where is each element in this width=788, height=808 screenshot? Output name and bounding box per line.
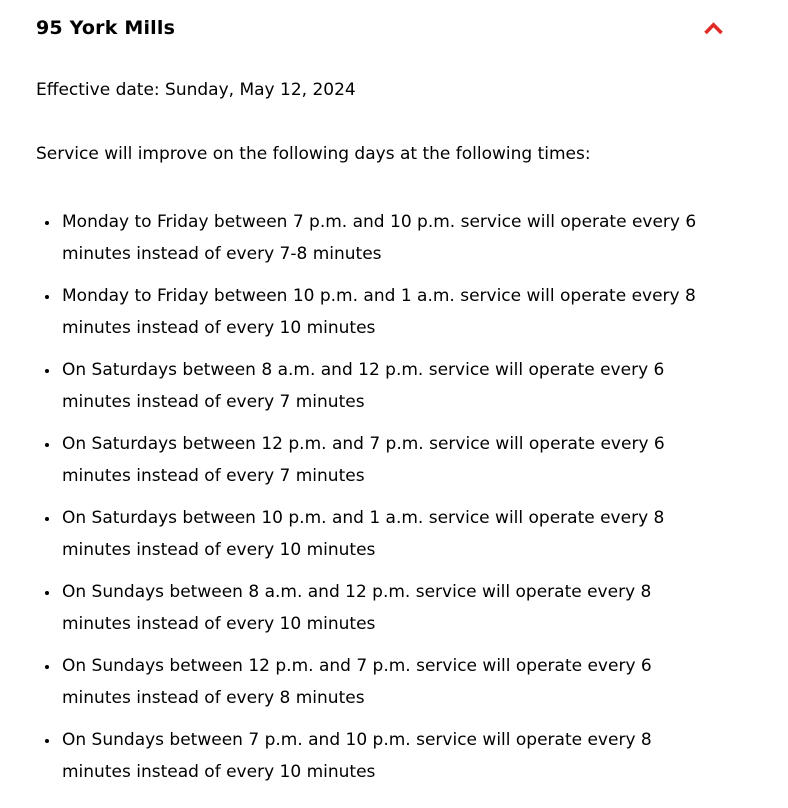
improvement-item: • On Saturdays between 10 p.m. and 1 a.m. service will operate every 8 minutes instead of every 10 minutes <box>60 502 724 566</box>
improvements-list <box>36 206 724 788</box>
effective-date-text: Effective date: Sunday, May 12, 2024 <box>36 80 356 100</box>
improvement-item: • Monday to Friday between 7 p.m. and 10 p.m. service will operate every 6 minutes instead of every 7-8 minutes <box>60 206 724 270</box>
route-title: 95 York Mills <box>36 17 176 39</box>
improvement-item: • On Saturdays between 12 p.m. and 7 p.m. service will operate every 6 minutes instead of every 7 minutes <box>60 428 724 492</box>
accordion-body <box>36 74 724 788</box>
accordion-header[interactable] <box>36 16 724 40</box>
chevron-up-icon[interactable] <box>702 20 724 36</box>
improvement-item: • Monday to Friday between 10 p.m. and 1 a.m. service will operate every 8 minutes instead of every 10 minutes <box>60 280 724 344</box>
improvement-item: • On Saturdays between 8 a.m. and 12 p.m. service will operate every 6 minutes instead of every 7 minutes <box>60 354 724 418</box>
improvement-item: • On Sundays between 8 a.m. and 12 p.m. service will operate every 8 minutes instead of every 10 minutes <box>60 576 724 640</box>
intro-text: Service will improve on the following days at the following times: <box>36 144 591 164</box>
improvement-item: • On Sundays between 12 p.m. and 7 p.m. service will operate every 6 minutes instead of every 8 minutes <box>60 650 724 714</box>
improvement-item: • On Sundays between 7 p.m. and 10 p.m. service will operate every 8 minutes instead of every 10 minutes <box>60 724 724 788</box>
